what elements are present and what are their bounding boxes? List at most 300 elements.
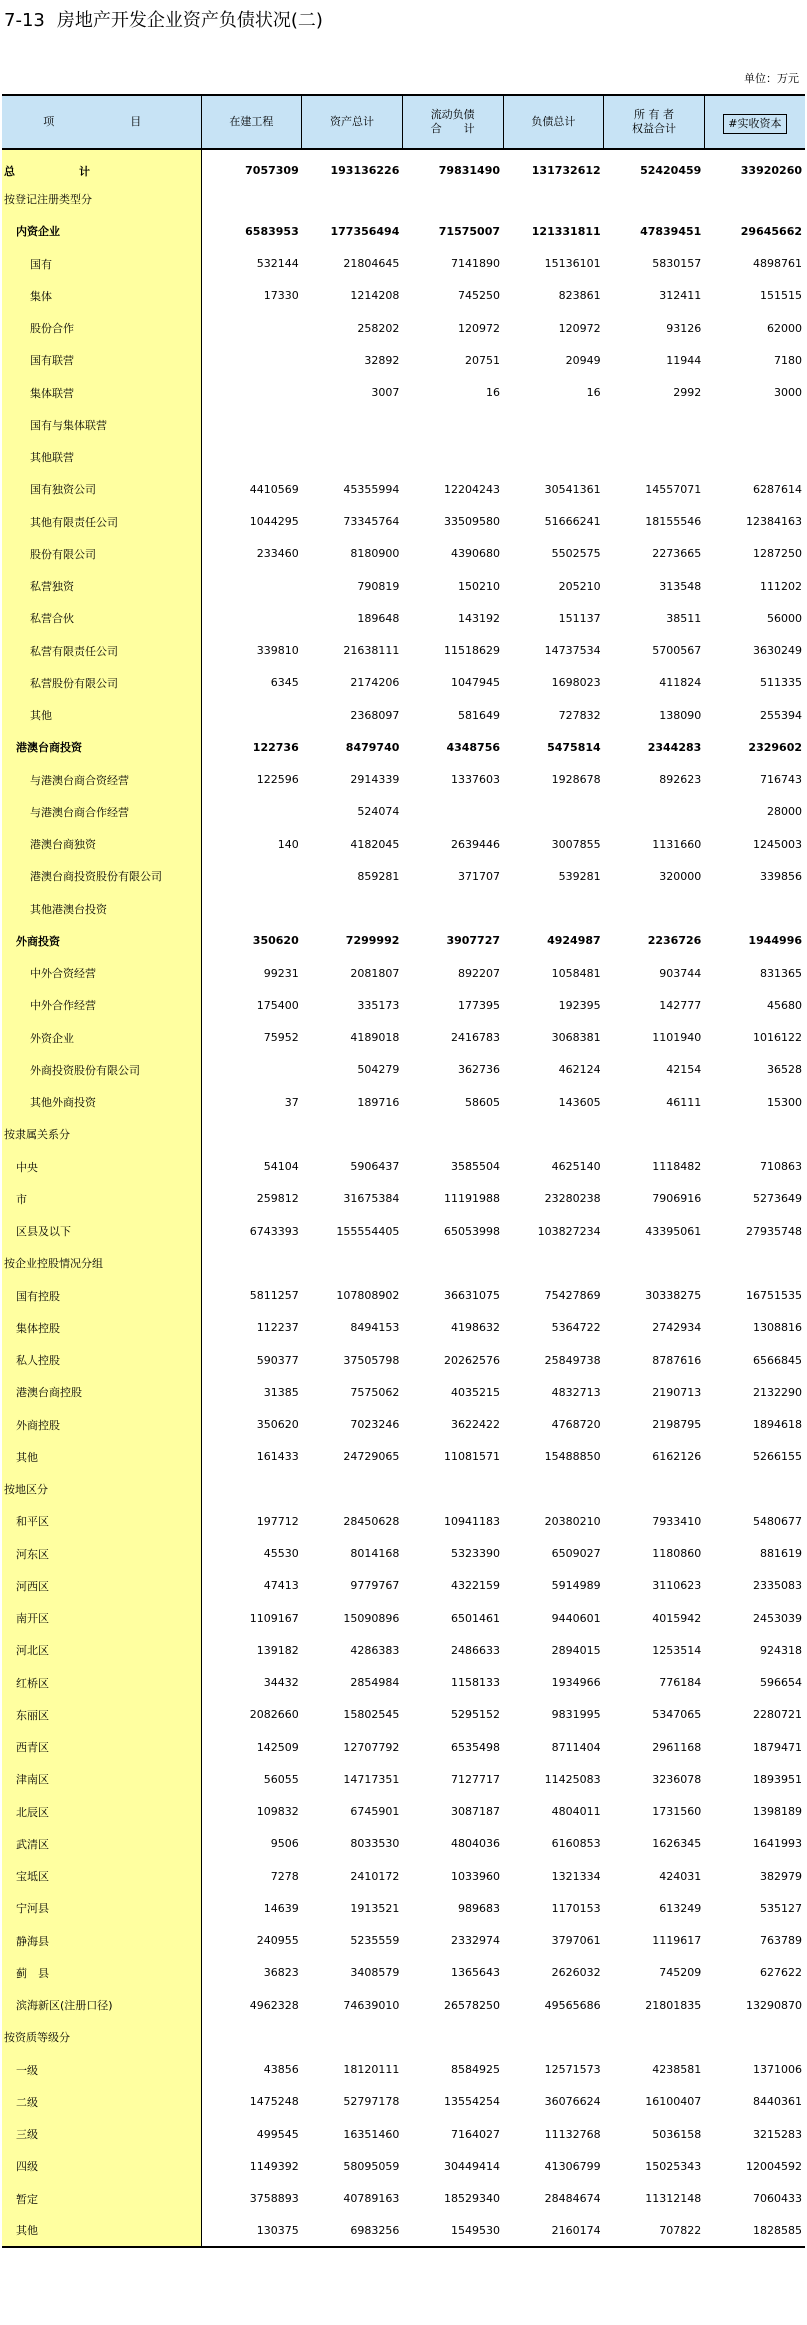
cell-value: 1180860	[652, 1547, 702, 1561]
cell-value: 71575007	[438, 224, 501, 238]
cell-value: 627622	[760, 1966, 802, 1980]
row-label: 中外合资经营	[2, 957, 201, 989]
cell-value: 727832	[558, 708, 601, 722]
table-row	[2, 1376, 805, 1408]
cell-value: 2486633	[451, 1643, 501, 1657]
cell-value: 2335083	[753, 1579, 802, 1593]
cell-value: 1033960	[451, 1869, 501, 1883]
cell-value: 2198795	[652, 1418, 702, 1432]
cell-value: 2081807	[350, 966, 400, 980]
cell-value: 6162126	[652, 1450, 702, 1464]
cell-value	[704, 409, 805, 441]
cell-value: 142509	[256, 1740, 299, 1754]
cell-value: 161433	[256, 1450, 299, 1464]
cell-value: 424031	[659, 1869, 702, 1883]
cell-value: 4832713	[551, 1385, 601, 1399]
cell-value: 73345764	[343, 515, 400, 529]
cell-value: 16	[486, 386, 501, 400]
cell-value	[503, 1118, 604, 1150]
row-label: 滨海新区(注册口径)	[2, 1989, 201, 2021]
cell-value: 581649	[458, 708, 501, 722]
cell-value: 5347065	[652, 1708, 702, 1722]
table-row	[2, 1699, 805, 1731]
cell-value: 532144	[256, 257, 299, 271]
cell-value	[402, 1473, 503, 1505]
cell-value	[201, 1473, 302, 1505]
cell-value: 6583953	[245, 224, 299, 238]
table-row	[2, 1086, 805, 1118]
row-label: 内资企业	[2, 215, 201, 247]
cell-value: 51666241	[544, 515, 601, 529]
cell-value: 504279	[357, 1063, 400, 1077]
row-label: 外商投资股份有限公司	[2, 1054, 201, 1086]
cell-value	[503, 1247, 604, 1279]
table-row	[2, 1473, 805, 1505]
cell-value: 859281	[357, 869, 400, 883]
page-title	[4, 6, 323, 31]
row-label: 港澳台商投资	[2, 731, 201, 763]
cell-value: 7164027	[451, 2127, 501, 2141]
cell-value: 5700567	[652, 644, 702, 658]
cell-value: 7278	[270, 1869, 299, 1883]
table-row	[2, 1828, 805, 1860]
table-number: 7-13	[4, 10, 45, 31]
cell-value: 823861	[558, 289, 601, 303]
cell-value: 3585504	[451, 1160, 501, 1174]
cell-value: 15488850	[544, 1450, 601, 1464]
cell-value: 5036158	[652, 2127, 702, 2141]
cell-value: 13554254	[444, 2095, 501, 2109]
cell-value: 21638111	[343, 644, 400, 658]
cell-value	[604, 409, 705, 441]
cell-value: 6501461	[451, 1611, 501, 1625]
cell-value: 892207	[458, 966, 501, 980]
cell-value: 12707792	[343, 1740, 400, 1754]
row-label: 市	[2, 1183, 201, 1215]
cell-value: 31385	[263, 1385, 299, 1399]
table-row	[2, 989, 805, 1021]
cell-value: 131732612	[531, 164, 601, 177]
cell-value: 3087187	[451, 1805, 501, 1819]
cell-value: 18120111	[343, 2063, 400, 2077]
cell-value	[604, 893, 705, 925]
cell-value: 1398189	[753, 1805, 802, 1819]
cell-value: 52797178	[343, 2095, 400, 2109]
cell-value: 745209	[659, 1966, 702, 1980]
row-label: 私营合伙	[2, 602, 201, 634]
cell-value: 4182045	[350, 837, 400, 851]
cell-value: 539281	[558, 869, 601, 883]
cell-value: 312411	[659, 289, 702, 303]
cell-value: 1934966	[551, 1676, 601, 1690]
cell-value	[201, 796, 302, 828]
cell-value: 4035215	[451, 1385, 501, 1399]
cell-value: 2410172	[350, 1869, 400, 1883]
cell-value	[201, 344, 302, 376]
row-label: 二级	[2, 2086, 201, 2118]
cell-value: 45355994	[343, 482, 400, 496]
cell-value: 6535498	[451, 1740, 501, 1754]
cell-value: 36076624	[544, 2095, 601, 2109]
header-construction-in-progress: 在建工程	[201, 95, 302, 149]
table-row	[2, 1247, 805, 1279]
cell-value: 175400	[256, 998, 299, 1012]
cell-value: 320000	[659, 869, 702, 883]
cell-value	[302, 1247, 403, 1279]
cell-value: 52420459	[640, 164, 702, 177]
cell-value: 2082660	[249, 1708, 299, 1722]
cell-value: 3215283	[753, 2127, 802, 2141]
cell-value	[201, 409, 302, 441]
cell-value: 9831995	[551, 1708, 601, 1722]
table-row	[2, 1763, 805, 1795]
row-label: 东丽区	[2, 1699, 201, 1731]
cell-value: 8494153	[350, 1321, 400, 1335]
cell-value: 9440601	[551, 1611, 601, 1625]
row-label: 津南区	[2, 1763, 201, 1795]
cell-value	[201, 1054, 302, 1086]
cell-value: 4625140	[551, 1160, 601, 1174]
table-row	[2, 1441, 805, 1473]
cell-value: 2160174	[503, 2215, 604, 2247]
cell-value: 3758893	[249, 2192, 299, 2206]
cell-value	[503, 2021, 604, 2053]
cell-value: 831365	[760, 966, 802, 980]
cell-value	[503, 441, 604, 473]
cell-value: 590377	[256, 1353, 299, 1367]
row-label: 与港澳台商合资经营	[2, 764, 201, 796]
cell-value	[201, 377, 302, 409]
cell-value: 58095059	[343, 2159, 400, 2173]
cell-value: 1828585	[704, 2215, 805, 2247]
row-label: 武清区	[2, 1828, 201, 1860]
cell-value: 2132290	[753, 1385, 802, 1399]
table-row	[2, 1892, 805, 1924]
row-label: 区县及以下	[2, 1215, 201, 1247]
cell-value: 26578250	[444, 1998, 501, 2012]
table-row	[2, 1022, 805, 1054]
cell-value: 5480677	[753, 1514, 802, 1528]
cell-value: 38511	[666, 611, 702, 625]
table-row	[2, 1054, 805, 1086]
cell-value: 1101940	[652, 1031, 702, 1045]
table-row	[2, 183, 805, 215]
row-label: 按地区分	[2, 1473, 201, 1505]
cell-value: 233460	[256, 547, 299, 561]
cell-value: 139182	[256, 1643, 299, 1657]
header-current-liabilities: 流动负债 合 计	[402, 95, 503, 149]
cell-value: 8014168	[350, 1547, 400, 1561]
cell-value: 707822	[604, 2215, 705, 2247]
cell-value: 1698023	[551, 676, 601, 690]
cell-value: 30541361	[544, 482, 601, 496]
cell-value: 1913521	[350, 1901, 400, 1915]
cell-value: 7127717	[451, 1772, 501, 1786]
cell-value: 12004592	[746, 2159, 802, 2173]
cell-value: 258202	[357, 321, 400, 335]
cell-value: 4238581	[652, 2063, 702, 2077]
cell-value: 8479740	[345, 740, 400, 754]
row-label: 国有	[2, 248, 201, 280]
cell-value: 7141890	[451, 257, 501, 271]
cell-value: 2174206	[350, 676, 400, 690]
cell-value: 5323390	[451, 1547, 501, 1561]
cell-value: 763789	[760, 1934, 802, 1948]
table-row	[2, 506, 805, 538]
cell-value: 9779767	[350, 1579, 400, 1593]
cell-value: 29645662	[740, 224, 802, 238]
cell-value: 27935748	[746, 1224, 802, 1238]
cell-value: 142777	[659, 998, 702, 1012]
cell-value: 1214208	[350, 289, 400, 303]
cell-value: 14639	[263, 1901, 299, 1915]
cell-value: 7933410	[652, 1514, 702, 1528]
cell-value: 5906437	[350, 1160, 400, 1174]
cell-value: 2273665	[652, 547, 702, 561]
cell-value: 710863	[760, 1160, 802, 1174]
cell-value: 103827234	[537, 1224, 601, 1238]
cell-value: 7575062	[350, 1385, 400, 1399]
cell-value: 411824	[659, 676, 702, 690]
row-label: 集体控股	[2, 1312, 201, 1344]
cell-value: 5235559	[350, 1934, 400, 1948]
cell-value	[503, 796, 604, 828]
cell-value: 2453039	[753, 1611, 802, 1625]
table-row	[2, 602, 805, 634]
cell-value: 350620	[256, 1418, 299, 1432]
cell-value	[302, 2021, 403, 2053]
row-label: 按企业控股情况分组	[2, 1247, 201, 1279]
cell-value	[402, 441, 503, 473]
cell-value: 613249	[659, 1901, 702, 1915]
cell-value: 15025343	[645, 2159, 702, 2173]
cell-value: 1337603	[451, 773, 501, 787]
cell-value: 24729065	[343, 1450, 400, 1464]
row-label: 其他	[2, 2215, 201, 2247]
cell-value: 1118482	[652, 1160, 702, 1174]
cell-value: 4898761	[753, 257, 802, 271]
cell-value: 3630249	[753, 644, 802, 658]
cell-value: 15090896	[343, 1611, 400, 1625]
cell-value: 924318	[760, 1643, 802, 1657]
table-row	[2, 2183, 805, 2215]
cell-value: 65053998	[444, 1224, 501, 1238]
cell-value: 36823	[263, 1966, 299, 1980]
cell-value: 2914339	[350, 773, 400, 787]
cell-value: 8711404	[551, 1740, 601, 1754]
cell-value: 5364722	[551, 1321, 601, 1335]
table-row	[2, 1215, 805, 1247]
cell-value: 11132768	[544, 2127, 601, 2141]
cell-value: 1308816	[753, 1321, 802, 1335]
cell-value: 112237	[256, 1321, 299, 1335]
cell-value: 99231	[263, 966, 299, 980]
cell-value: 1944996	[748, 934, 802, 948]
cell-value: 47413	[263, 1579, 299, 1593]
table-row	[2, 1151, 805, 1183]
header-row	[2, 95, 805, 149]
cell-value	[704, 1473, 805, 1505]
cell-value: 371707	[458, 869, 501, 883]
cell-value: 21804645	[343, 257, 400, 271]
cell-value: 2416783	[451, 1031, 501, 1045]
row-label: 私营独资	[2, 570, 201, 602]
row-label: 其他港澳台投资	[2, 893, 201, 925]
cell-value: 1928678	[551, 773, 601, 787]
cell-value: 151137	[558, 611, 601, 625]
row-label: 私人控股	[2, 1344, 201, 1376]
table-row	[2, 796, 805, 828]
cell-value	[302, 893, 403, 925]
cell-value: 4804036	[451, 1837, 501, 1851]
cell-value: 499545	[256, 2127, 299, 2141]
row-label: 宝坻区	[2, 1860, 201, 1892]
cell-value	[201, 860, 302, 892]
cell-value: 535127	[760, 1901, 802, 1915]
table-row	[2, 1634, 805, 1666]
cell-value: 6983256	[302, 2215, 403, 2247]
cell-value: 3000	[774, 386, 802, 400]
cell-value: 2961168	[652, 1740, 702, 1754]
cell-value: 62000	[767, 321, 802, 335]
cell-value: 8787616	[652, 1353, 702, 1367]
cell-value: 1894618	[753, 1418, 802, 1432]
cell-value: 11425083	[544, 1772, 601, 1786]
cell-value: 45530	[263, 1547, 299, 1561]
cell-value: 1371006	[753, 2063, 802, 2077]
cell-value	[503, 409, 604, 441]
cell-value: 4015942	[652, 1611, 702, 1625]
cell-value: 259812	[256, 1192, 299, 1206]
row-label: 集体	[2, 280, 201, 312]
row-label: 宁河县	[2, 1892, 201, 1924]
cell-value	[402, 183, 503, 215]
cell-value: 1879471	[753, 1740, 802, 1754]
row-label: 红桥区	[2, 1667, 201, 1699]
table-row	[2, 1409, 805, 1441]
cell-value: 716743	[760, 773, 802, 787]
cell-value: 1016122	[753, 1031, 802, 1045]
cell-value: 46111	[666, 1095, 702, 1109]
cell-value: 3907727	[446, 934, 501, 948]
cell-value: 1893951	[753, 1772, 802, 1786]
table-row	[2, 1344, 805, 1376]
cell-value: 12204243	[444, 482, 501, 496]
cell-value: 7299992	[345, 934, 400, 948]
cell-value: 177356494	[330, 224, 400, 238]
table-row	[2, 280, 805, 312]
header-item: 项 目	[2, 95, 201, 149]
cell-value: 596654	[760, 1676, 802, 1690]
cell-value: 16100407	[645, 2095, 702, 2109]
cell-value: 36528	[767, 1063, 802, 1077]
cell-value	[201, 699, 302, 731]
cell-value: 11312148	[645, 2192, 702, 2206]
cell-value: 2626032	[551, 1966, 601, 1980]
cell-value: 18155546	[645, 515, 702, 529]
table-row	[2, 538, 805, 570]
cell-value: 140	[277, 837, 299, 851]
cell-value: 37	[284, 1095, 299, 1109]
row-label: 总 计	[2, 149, 201, 183]
table-row	[2, 828, 805, 860]
cell-value	[201, 1247, 302, 1279]
cell-value: 1626345	[652, 1837, 702, 1851]
cell-value	[201, 602, 302, 634]
table-row	[2, 1538, 805, 1570]
table-row	[2, 1860, 805, 1892]
cell-value: 8033530	[350, 1837, 400, 1851]
cell-value: 2992	[673, 386, 702, 400]
table-row	[2, 764, 805, 796]
cell-value: 5273649	[753, 1192, 802, 1206]
table-row	[2, 1796, 805, 1828]
cell-value: 122596	[256, 773, 299, 787]
cell-value: 4804011	[551, 1805, 601, 1819]
cell-value	[704, 2021, 805, 2053]
cell-value: 192395	[558, 998, 601, 1012]
cell-value: 11191988	[444, 1192, 501, 1206]
cell-value: 189648	[357, 611, 400, 625]
cell-value: 28484674	[544, 2192, 601, 2206]
row-label: 蓟 县	[2, 1957, 201, 1989]
cell-value	[302, 441, 403, 473]
cell-value	[402, 1118, 503, 1150]
cell-value: 16351460	[343, 2127, 400, 2141]
cell-value: 2368097	[350, 708, 400, 722]
row-label: 其他	[2, 1441, 201, 1473]
cell-value: 6566845	[753, 1353, 802, 1367]
cell-value: 56000	[767, 611, 802, 625]
cell-value: 5811257	[249, 1289, 299, 1303]
cell-value: 6287614	[753, 482, 802, 496]
cell-value: 790819	[357, 579, 400, 593]
cell-value: 2280721	[753, 1708, 802, 1722]
cell-value: 20262576	[444, 1353, 501, 1367]
cell-value: 47839451	[640, 224, 702, 238]
table-row	[2, 893, 805, 925]
row-label: 南开区	[2, 1602, 201, 1634]
cell-value	[503, 1473, 604, 1505]
table-row	[2, 344, 805, 376]
cell-value: 1287250	[753, 547, 802, 561]
cell-value: 197712	[256, 1514, 299, 1528]
cell-value: 3007	[371, 386, 400, 400]
cell-value: 120972	[458, 321, 501, 335]
cell-value: 362736	[458, 1063, 501, 1077]
table-row	[2, 1183, 805, 1215]
row-label: 暂定	[2, 2183, 201, 2215]
table-row	[2, 473, 805, 505]
cell-value: 31675384	[343, 1192, 400, 1206]
cell-value: 350620	[252, 934, 299, 948]
cell-value	[302, 1473, 403, 1505]
cell-value: 2854984	[350, 1676, 400, 1690]
row-label: 与港澳台商合作经营	[2, 796, 201, 828]
cell-value: 122736	[252, 740, 299, 754]
table-row	[2, 731, 805, 763]
cell-value: 34432	[263, 1676, 299, 1690]
cell-value	[201, 570, 302, 602]
cell-value: 1109167	[249, 1611, 299, 1625]
table-row	[2, 1118, 805, 1150]
row-label: 港澳台商独资	[2, 828, 201, 860]
cell-value	[604, 1473, 705, 1505]
cell-value: 28000	[767, 805, 802, 819]
cell-value: 1119617	[652, 1934, 702, 1948]
row-label: 静海县	[2, 1925, 201, 1957]
cell-value	[201, 2021, 302, 2053]
